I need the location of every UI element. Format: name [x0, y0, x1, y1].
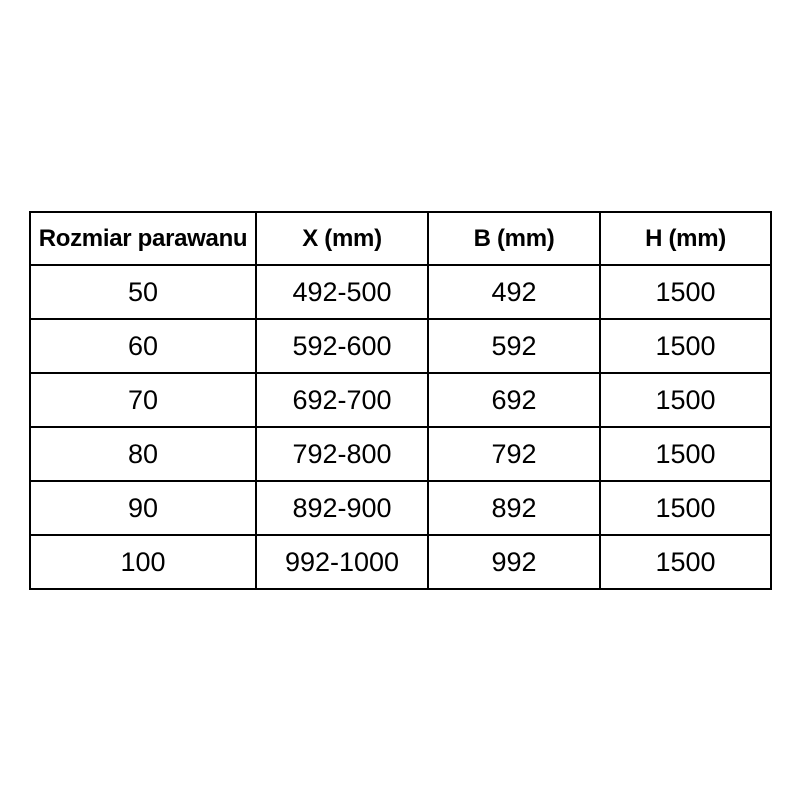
cell-x: 592-600: [256, 319, 428, 373]
header-cell-b-mm: B (mm): [428, 212, 600, 265]
table-row: [30, 265, 771, 319]
cell-x: 892-900: [256, 481, 428, 535]
cell-x: 792-800: [256, 427, 428, 481]
cell-size: 70: [30, 373, 256, 427]
cell-h: 1500: [600, 373, 771, 427]
header-cell-h-mm: H (mm): [600, 212, 771, 265]
size-spec-table: [29, 211, 772, 590]
table-row: [30, 427, 771, 481]
header-row: [30, 212, 771, 265]
cell-h: 1500: [600, 481, 771, 535]
cell-b: 992: [428, 535, 600, 589]
cell-h: 1500: [600, 319, 771, 373]
table-row: [30, 481, 771, 535]
cell-x: 692-700: [256, 373, 428, 427]
cell-h: 1500: [600, 535, 771, 589]
cell-h: 1500: [600, 427, 771, 481]
cell-b: 592: [428, 319, 600, 373]
table-row: [30, 319, 771, 373]
cell-size: 60: [30, 319, 256, 373]
table-row: [30, 535, 771, 589]
table-row: [30, 373, 771, 427]
header-cell-x-mm: X (mm): [256, 212, 428, 265]
header-cell-rozmiar: Rozmiar parawanu: [30, 212, 256, 265]
cell-b: 892: [428, 481, 600, 535]
cell-size: 100: [30, 535, 256, 589]
cell-b: 492: [428, 265, 600, 319]
cell-h: 1500: [600, 265, 771, 319]
cell-x: 492-500: [256, 265, 428, 319]
cell-size: 90: [30, 481, 256, 535]
cell-size: 80: [30, 427, 256, 481]
cell-size: 50: [30, 265, 256, 319]
cell-x: 992-1000: [256, 535, 428, 589]
cell-b: 792: [428, 427, 600, 481]
cell-b: 692: [428, 373, 600, 427]
